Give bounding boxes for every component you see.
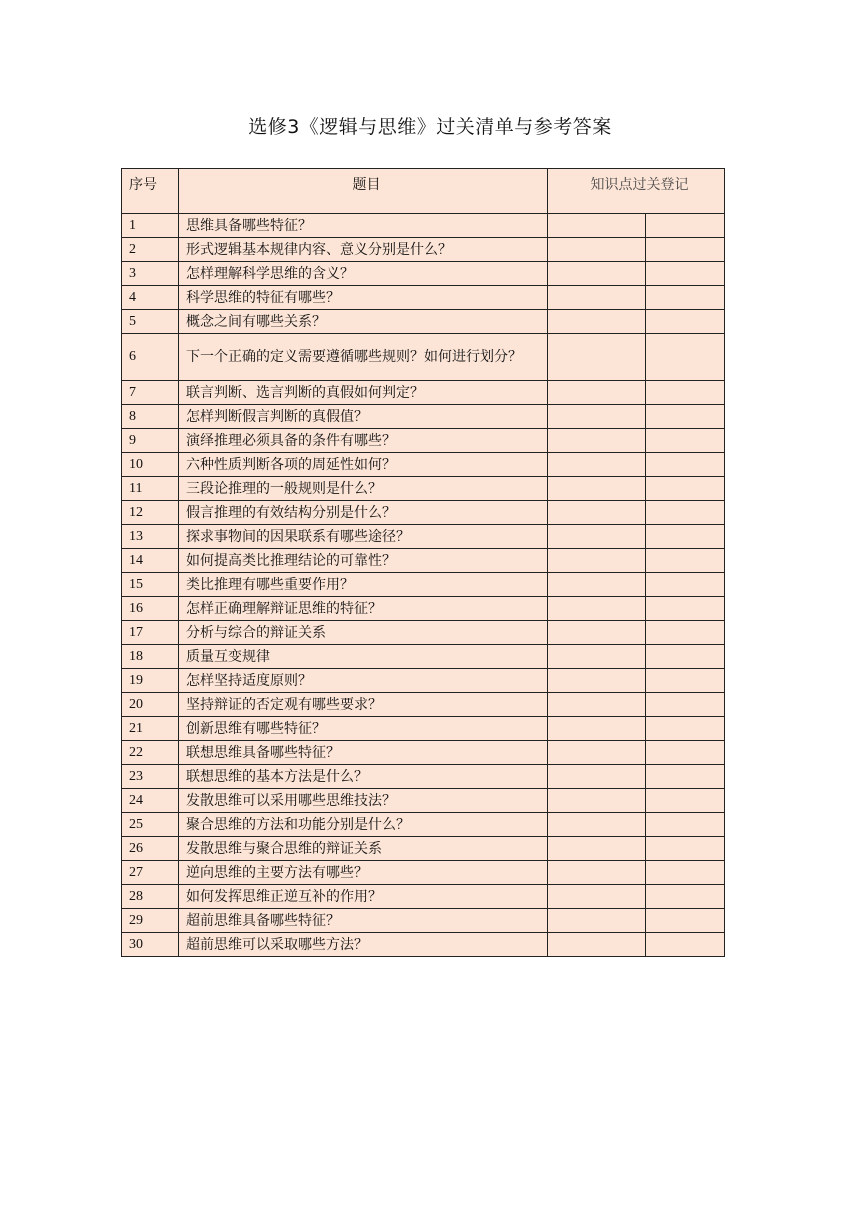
registration-cell-2[interactable] — [646, 621, 725, 645]
table-row — [122, 477, 725, 501]
row-question: 联想思维的基本方法是什么？ — [179, 765, 548, 789]
table-row — [122, 597, 725, 621]
row-question: 思维具备哪些特征？ — [179, 214, 548, 238]
registration-cell-2[interactable] — [646, 405, 725, 429]
table-row — [122, 693, 725, 717]
table-row — [122, 741, 725, 765]
row-number: 20 — [122, 693, 179, 717]
row-question: 三段论推理的一般规则是什么？ — [179, 477, 548, 501]
registration-cell-1[interactable] — [548, 429, 646, 453]
registration-cell-1[interactable] — [548, 477, 646, 501]
row-question: 联言判断、选言判断的真假如何判定？ — [179, 381, 548, 405]
registration-cell-2[interactable] — [646, 741, 725, 765]
registration-cell-1[interactable] — [548, 214, 646, 238]
row-question: 怎样理解科学思维的含义？ — [179, 262, 548, 286]
registration-cell-2[interactable] — [646, 645, 725, 669]
table-row — [122, 549, 725, 573]
row-number: 23 — [122, 765, 179, 789]
row-number: 9 — [122, 429, 179, 453]
table-row — [122, 933, 725, 957]
row-question: 坚持辩证的否定观有哪些要求？ — [179, 693, 548, 717]
row-number: 4 — [122, 286, 179, 310]
row-number: 29 — [122, 909, 179, 933]
table-row — [122, 837, 725, 861]
table-row — [122, 453, 725, 477]
registration-cell-2[interactable] — [646, 214, 725, 238]
row-number: 11 — [122, 477, 179, 501]
table-row — [122, 214, 725, 238]
registration-cell-1[interactable] — [548, 453, 646, 477]
row-number: 13 — [122, 525, 179, 549]
registration-cell-2[interactable] — [646, 238, 725, 262]
row-question: 探求事物间的因果联系有哪些途径？ — [179, 525, 548, 549]
row-number: 5 — [122, 310, 179, 334]
registration-cell-1[interactable] — [548, 693, 646, 717]
registration-cell-2[interactable] — [646, 813, 725, 837]
table-row — [122, 813, 725, 837]
registration-cell-1[interactable] — [548, 813, 646, 837]
registration-cell-1[interactable] — [548, 717, 646, 741]
registration-cell-2[interactable] — [646, 837, 725, 861]
row-question: 形式逻辑基本规律内容、意义分别是什么？ — [179, 238, 548, 262]
row-number: 10 — [122, 453, 179, 477]
registration-cell-2[interactable] — [646, 334, 725, 381]
registration-cell-2[interactable] — [646, 933, 725, 957]
row-number: 18 — [122, 645, 179, 669]
table-row — [122, 573, 725, 597]
row-question: 分析与综合的辩证关系 — [179, 621, 548, 645]
row-question: 六种性质判断各项的周延性如何？ — [179, 453, 548, 477]
table-header-row — [122, 169, 725, 214]
registration-cell-2[interactable] — [646, 573, 725, 597]
registration-cell-1[interactable] — [548, 885, 646, 909]
registration-cell-2[interactable] — [646, 597, 725, 621]
table-row — [122, 238, 725, 262]
table-row — [122, 501, 725, 525]
table-body — [122, 214, 725, 957]
registration-cell-1[interactable] — [548, 501, 646, 525]
row-question: 创新思维有哪些特征？ — [179, 717, 548, 741]
row-question: 如何发挥思维正逆互补的作用？ — [179, 885, 548, 909]
row-question: 发散思维与聚合思维的辩证关系 — [179, 837, 548, 861]
row-question: 如何提高类比推理结论的可靠性？ — [179, 549, 548, 573]
registration-cell-1[interactable] — [548, 741, 646, 765]
registration-cell-1[interactable] — [548, 310, 646, 334]
table-row — [122, 405, 725, 429]
registration-cell-2[interactable] — [646, 286, 725, 310]
registration-cell-1[interactable] — [548, 405, 646, 429]
table-row — [122, 310, 725, 334]
row-question: 科学思维的特征有哪些？ — [179, 286, 548, 310]
row-number: 14 — [122, 549, 179, 573]
row-number: 30 — [122, 933, 179, 957]
registration-cell-2[interactable] — [646, 765, 725, 789]
row-question: 超前思维具备哪些特征？ — [179, 909, 548, 933]
registration-cell-2[interactable] — [646, 501, 725, 525]
row-number: 6 — [122, 334, 179, 381]
registration-cell-2[interactable] — [646, 861, 725, 885]
row-question: 类比推理有哪些重要作用？ — [179, 573, 548, 597]
registration-cell-2[interactable] — [646, 429, 725, 453]
registration-cell-1[interactable] — [548, 286, 646, 310]
registration-cell-1[interactable] — [548, 861, 646, 885]
row-question: 联想思维具备哪些特征？ — [179, 741, 548, 765]
registration-cell-2[interactable] — [646, 310, 725, 334]
header-number: 序号 — [122, 169, 179, 214]
table-row — [122, 717, 725, 741]
document-title: 选修3《逻辑与思维》过关清单与参考答案 — [248, 116, 612, 138]
registration-cell-1[interactable] — [548, 262, 646, 286]
table-row — [122, 789, 725, 813]
registration-cell-2[interactable] — [646, 909, 725, 933]
registration-cell-2[interactable] — [646, 453, 725, 477]
table-row — [122, 645, 725, 669]
row-number: 3 — [122, 262, 179, 286]
table-row — [122, 909, 725, 933]
row-number: 26 — [122, 837, 179, 861]
table-row — [122, 669, 725, 693]
table-row — [122, 381, 725, 405]
table-row — [122, 765, 725, 789]
row-question: 演绎推理必须具备的条件有哪些？ — [179, 429, 548, 453]
registration-cell-2[interactable] — [646, 693, 725, 717]
registration-cell-1[interactable] — [548, 789, 646, 813]
row-number: 25 — [122, 813, 179, 837]
registration-cell-1[interactable] — [548, 549, 646, 573]
row-question: 下一个正确的定义需要遵循哪些规则？如何进行划分？ — [179, 334, 548, 381]
row-number: 8 — [122, 405, 179, 429]
row-question: 发散思维可以采用哪些思维技法？ — [179, 789, 548, 813]
registration-cell-2[interactable] — [646, 717, 725, 741]
registration-cell-1[interactable] — [548, 573, 646, 597]
row-question: 逆向思维的主要方法有哪些？ — [179, 861, 548, 885]
registration-cell-1[interactable] — [548, 381, 646, 405]
registration-cell-1[interactable] — [548, 765, 646, 789]
registration-cell-1[interactable] — [548, 621, 646, 645]
row-number: 15 — [122, 573, 179, 597]
registration-cell-2[interactable] — [646, 885, 725, 909]
row-number: 21 — [122, 717, 179, 741]
row-number: 19 — [122, 669, 179, 693]
row-number: 17 — [122, 621, 179, 645]
row-question: 假言推理的有效结构分别是什么？ — [179, 501, 548, 525]
table-row — [122, 861, 725, 885]
checklist-table — [121, 168, 725, 957]
row-number: 7 — [122, 381, 179, 405]
registration-cell-1[interactable] — [548, 645, 646, 669]
row-question: 质量互变规律 — [179, 645, 548, 669]
registration-cell-1[interactable] — [548, 525, 646, 549]
registration-cell-1[interactable] — [548, 933, 646, 957]
registration-cell-1[interactable] — [548, 669, 646, 693]
registration-cell-2[interactable] — [646, 669, 725, 693]
table-row — [122, 334, 725, 381]
registration-cell-2[interactable] — [646, 789, 725, 813]
table-row — [122, 429, 725, 453]
registration-cell-1[interactable] — [548, 837, 646, 861]
row-question: 聚合思维的方法和功能分别是什么？ — [179, 813, 548, 837]
registration-cell-2[interactable] — [646, 525, 725, 549]
row-question: 概念之间有哪些关系？ — [179, 310, 548, 334]
row-question: 怎样坚持适度原则？ — [179, 669, 548, 693]
registration-cell-2[interactable] — [646, 477, 725, 501]
table-row — [122, 885, 725, 909]
row-question: 怎样正确理解辩证思维的特征？ — [179, 597, 548, 621]
row-number: 28 — [122, 885, 179, 909]
registration-cell-1[interactable] — [548, 334, 646, 381]
registration-cell-2[interactable] — [646, 381, 725, 405]
table-row — [122, 286, 725, 310]
row-number: 1 — [122, 214, 179, 238]
row-number: 2 — [122, 238, 179, 262]
row-number: 24 — [122, 789, 179, 813]
table-row — [122, 621, 725, 645]
table-row — [122, 262, 725, 286]
header-registration: 知识点过关登记 — [548, 169, 725, 214]
registration-cell-1[interactable] — [548, 909, 646, 933]
row-number: 27 — [122, 861, 179, 885]
registration-cell-1[interactable] — [548, 238, 646, 262]
row-question: 超前思维可以采取哪些方法？ — [179, 933, 548, 957]
registration-cell-1[interactable] — [548, 597, 646, 621]
table-row — [122, 525, 725, 549]
row-number: 16 — [122, 597, 179, 621]
header-question: 题目 — [179, 169, 548, 214]
row-number: 12 — [122, 501, 179, 525]
row-question: 怎样判断假言判断的真假值？ — [179, 405, 548, 429]
registration-cell-2[interactable] — [646, 549, 725, 573]
registration-cell-2[interactable] — [646, 262, 725, 286]
row-number: 22 — [122, 741, 179, 765]
